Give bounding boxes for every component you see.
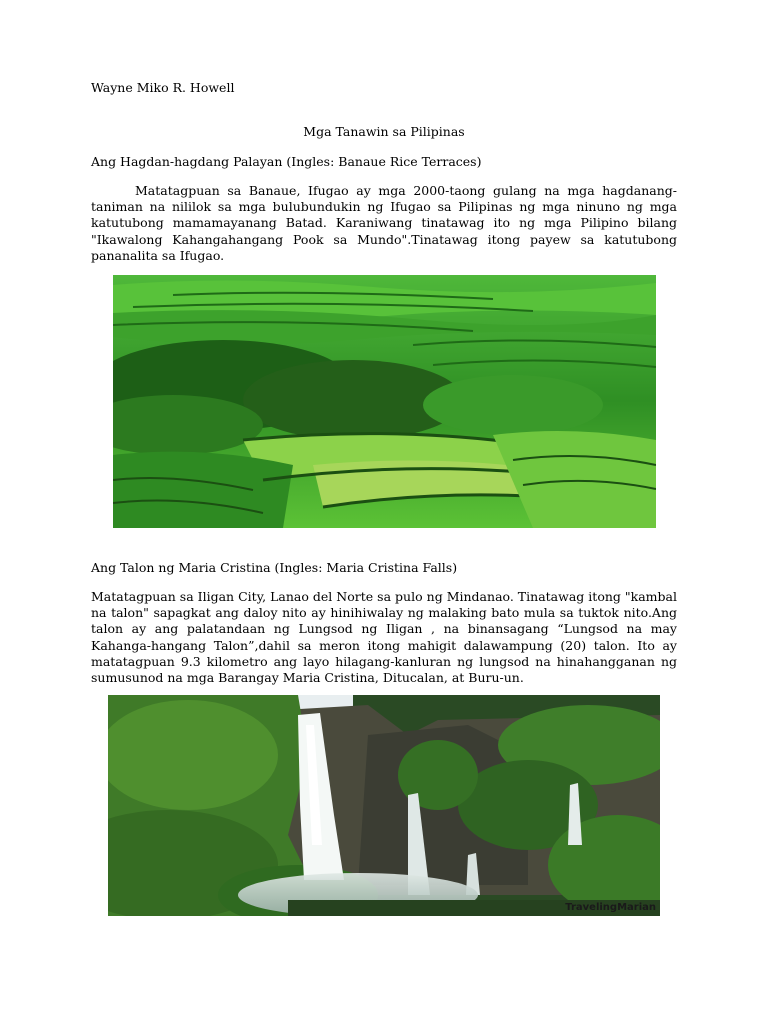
maria-cristina-falls-photo <box>108 695 660 916</box>
paragraph-rice-terraces: Matatagpuan sa Banaue, Ifugao ay mga 2000-taong gulang na mga hagdanang-taniman na nililok sa mga bulubundukin ng Ifugao sa Pilipinas ng mga ninuno ng mga katutubong mamamayanang Batad. Karaniwang tinatawag ito ng mga Pilipino bilang "Ikawalong Kahangahangang Pook sa Mundo".Tinatawag itong payew sa katutubong pananalita sa Ifugao. <box>91 183 677 263</box>
section-heading-maria-cristina: Ang Talon ng Maria Cristina (Ingles: Maria Cristina Falls) <box>91 560 458 575</box>
author-name: Wayne Miko R. Howell <box>91 80 235 95</box>
paragraph-maria-cristina: Matatagpuan sa Iligan City, Lanao del Norte sa pulo ng Mindanao. Tinatawag itong "kambal na talon" sapagkat ang daloy nito ay hinihiwalay ng malaking bato mula sa tuktok nito.Ang talon ay ang palatandaan ng Lungsod ng Iligan , na binansagang “Lungsod na may Kahanga-hangang Talon”,dahil sa meron itong mahigit dalawampung (20) talon. Ito ay matatagpuan 9.3 kilometro ang layo hilagang-kanluran ng lungsod na hinahangganan ng sumusunod na mga Barangay Maria Cristina, Ditucalan, at Buru-un. <box>91 589 677 686</box>
section-heading-rice-terraces: Ang Hagdan-hagdang Palayan (Ingles: Banaue Rice Terraces) <box>91 154 482 169</box>
rice-terraces-photo <box>113 275 656 528</box>
photo-watermark: TravelingMarian <box>565 902 656 913</box>
document-title: Mga Tanawin sa Pilipinas <box>303 124 465 139</box>
